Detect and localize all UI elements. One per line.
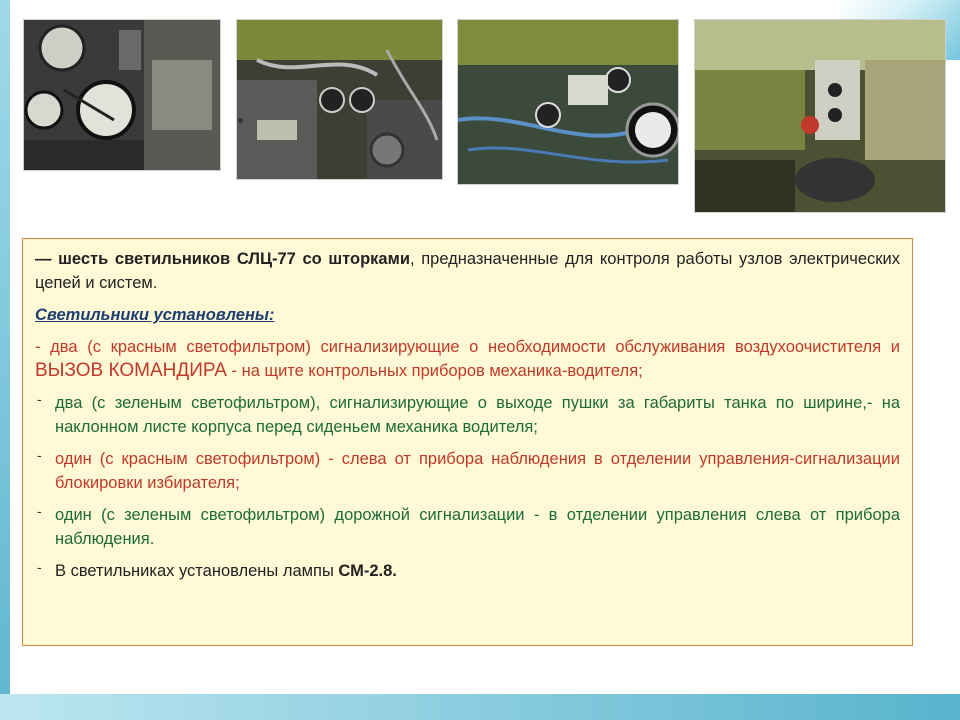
list-item-4 <box>35 503 900 551</box>
item-3-marker: - <box>37 447 42 463</box>
decorative-bottom-band <box>0 694 960 720</box>
photo-lamps-wiring <box>236 19 443 180</box>
photo-lamps-gauge <box>457 19 679 185</box>
item-3-text: один (с красным светофильтром) - слева от прибора наблюдения в отделении управления-сигнализации блокировки избирателя; <box>55 450 900 492</box>
item-4-text: один (с зеленым светофильтром) дорожной сигнализации - в отделении управления слева от прибора наблюдения. <box>55 506 900 548</box>
item-1-text: - два (с красным светофильтром) сигнализирующие о необходимости обслуживания воздухоочистителя и <box>35 338 900 356</box>
intro-bold: шесть светильников СЛЦ-77 со шторками <box>58 250 410 268</box>
intro-rest: , предназначенные для контроля работы узлов электрических цепей и систем. <box>35 250 900 292</box>
item-5-text: В светильниках установлены лампы <box>55 562 339 580</box>
item-1-suffix: - на щите контрольных приборов механика-водителя; <box>226 362 643 380</box>
decorative-dot <box>238 118 243 123</box>
intro-dash: — <box>35 250 52 268</box>
list-item-1 <box>35 335 900 383</box>
list-item-3 <box>35 447 900 495</box>
item-2-marker: - <box>37 391 42 407</box>
item-2-text: два (с зеленым светофильтром), сигнализирующие о выходе пушки за габариты танка по ширине,- на наклонном листе корпуса перед сиденьем механика водителя; <box>55 394 900 436</box>
item-4-marker: - <box>37 503 42 519</box>
intro-paragraph <box>35 247 900 295</box>
item-1-caps: ВЫЗОВ КОМАНДИРА <box>35 360 227 381</box>
decorative-left-strip <box>0 0 10 720</box>
item-5-bold: СМ-2.8. <box>338 562 397 580</box>
list-item-5 <box>35 559 900 583</box>
list-item-2 <box>35 391 900 439</box>
photo-instrument-panel <box>23 19 221 171</box>
photo-lamp-bracket <box>694 19 946 213</box>
section-heading: Светильники установлены: <box>35 306 275 324</box>
content-panel <box>22 238 913 646</box>
item-5-marker: - <box>37 559 42 575</box>
